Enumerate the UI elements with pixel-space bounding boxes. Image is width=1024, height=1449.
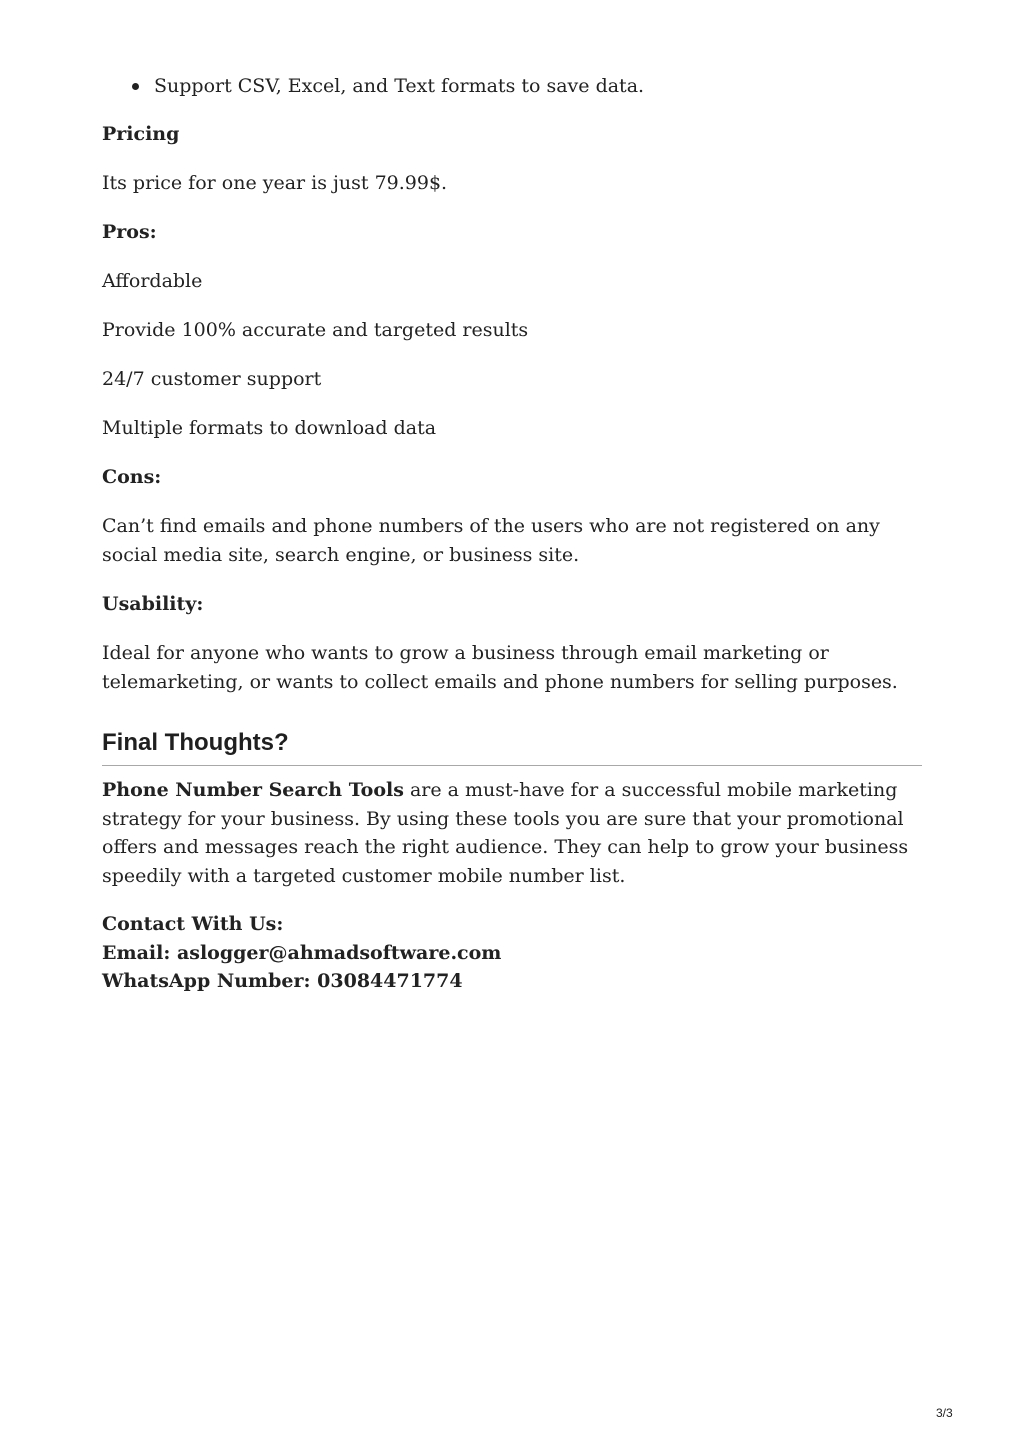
pros-heading: Pros: — [102, 221, 157, 243]
bullet-icon — [132, 83, 139, 90]
heading-divider — [102, 765, 922, 766]
cons-text: Can’t find emails and phone numbers of the users who are not registered on any social media site, search engine, or business site. — [102, 515, 880, 566]
usability-text: Ideal for anyone who wants to grow a business through email marketing or telemarketing, or wants to collect emails and phone numbers for selling purposes. — [102, 642, 898, 693]
contact-whatsapp: WhatsApp Number: 03084471774 — [102, 970, 463, 992]
final-thoughts-heading: Final Thoughts? — [102, 729, 289, 756]
final-thoughts-paragraph — [102, 776, 924, 890]
pricing-text: Its price for one year is just 79.99$. — [102, 172, 448, 194]
usability-heading: Usability: — [102, 593, 204, 615]
pros-item: Affordable — [102, 270, 203, 292]
contact-email: Email: aslogger@ahmadsoftware.com — [102, 941, 502, 964]
contact-heading: Contact With Us: — [102, 913, 284, 935]
pros-item: Provide 100% accurate and targeted results — [102, 319, 529, 341]
page-number: 3/3 — [936, 1406, 953, 1420]
pricing-heading: Pricing — [102, 123, 180, 145]
pros-item: 24/7 customer support — [102, 368, 322, 390]
feature-list — [132, 72, 912, 100]
final-thoughts-lead: Phone Number Search Tools — [102, 779, 404, 801]
pros-item: Multiple formats to download data — [102, 417, 437, 439]
list-item — [132, 72, 912, 100]
feature-text: Support CSV, Excel, and Text formats to save data. — [154, 75, 645, 97]
final-thoughts-text: are a must-have for a successful mobile marketing strategy for your business. By using these tools you are sure that your promotional offers and messages reach the right audience. They can help to grow your business speedily with a targeted customer mobile number list. — [102, 779, 909, 887]
cons-heading: Cons: — [102, 466, 162, 488]
